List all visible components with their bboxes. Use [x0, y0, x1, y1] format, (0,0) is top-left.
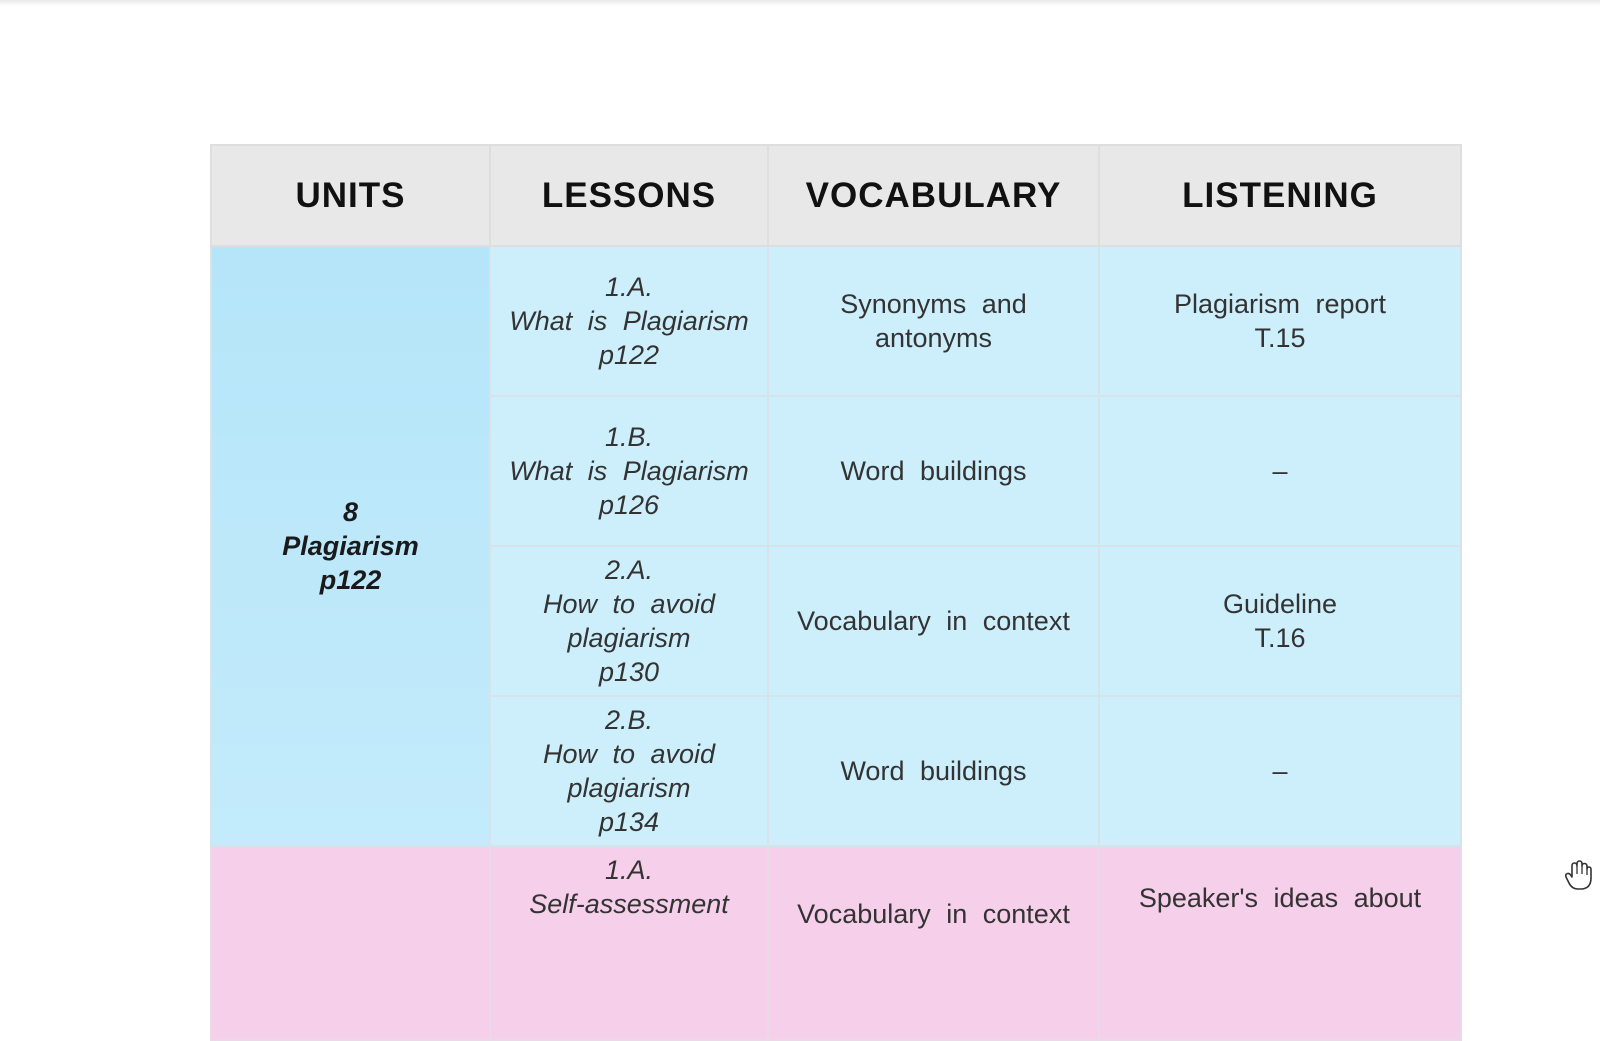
vocabulary-cell: Vocabulary in context [768, 846, 1099, 1040]
vocabulary-cell: Vocabulary in context [768, 546, 1099, 696]
lesson-code: 1.B. [604, 422, 654, 452]
lesson-cell [490, 396, 768, 546]
lesson-page: p134 [598, 807, 660, 837]
table-row [211, 246, 1461, 396]
unit-cell [211, 846, 490, 1040]
header-vocabulary: VOCABULARY [768, 145, 1099, 246]
vocabulary-cell: Word buildings [768, 696, 1099, 846]
listening-text: Guideline [1222, 589, 1338, 619]
unit-title: Plagiarism [282, 531, 419, 561]
unit-cell [211, 246, 490, 846]
listening-track: T.15 [1254, 323, 1306, 353]
listening-cell: Speaker's ideas about [1099, 846, 1461, 1040]
lesson-cell [490, 696, 768, 846]
lesson-title: How to avoid plagiarism [542, 739, 716, 803]
listening-cell [1099, 546, 1461, 696]
curriculum-table-container [210, 144, 1460, 929]
listening-text: Plagiarism report [1173, 289, 1387, 319]
lesson-code: 1.A. [604, 855, 654, 885]
listening-cell [1099, 246, 1461, 396]
lesson-cell [490, 846, 768, 1040]
unit-number: 8 [342, 497, 359, 527]
header-lessons: LESSONS [490, 145, 768, 246]
hand-grab-cursor-icon [1564, 858, 1594, 892]
lesson-page: p122 [598, 340, 660, 370]
listening-cell: – [1099, 396, 1461, 546]
header-listening: LISTENING [1099, 145, 1461, 246]
lesson-cell [490, 546, 768, 696]
header-row [211, 145, 1461, 246]
listening-cell: – [1099, 696, 1461, 846]
vocabulary-cell: Word buildings [768, 396, 1099, 546]
lesson-code: 2.B. [604, 705, 654, 735]
curriculum-table [210, 144, 1462, 1041]
lesson-page: p130 [598, 657, 660, 687]
header-units: UNITS [211, 145, 490, 246]
unit-page: p122 [319, 565, 382, 595]
lesson-code: 2.A. [604, 555, 654, 585]
vocabulary-cell: Synonyms and antonyms [768, 246, 1099, 396]
lesson-title: Self-assessment [529, 889, 729, 919]
lesson-title: What is Plagiarism [509, 306, 749, 336]
listening-track: T.16 [1254, 623, 1306, 653]
lesson-title: What is Plagiarism [509, 456, 749, 486]
lesson-title: How to avoid plagiarism [542, 589, 716, 653]
lesson-cell [490, 246, 768, 396]
table-row [211, 846, 1461, 1040]
lesson-page: p126 [598, 490, 660, 520]
lesson-code: 1.A. [604, 272, 654, 302]
